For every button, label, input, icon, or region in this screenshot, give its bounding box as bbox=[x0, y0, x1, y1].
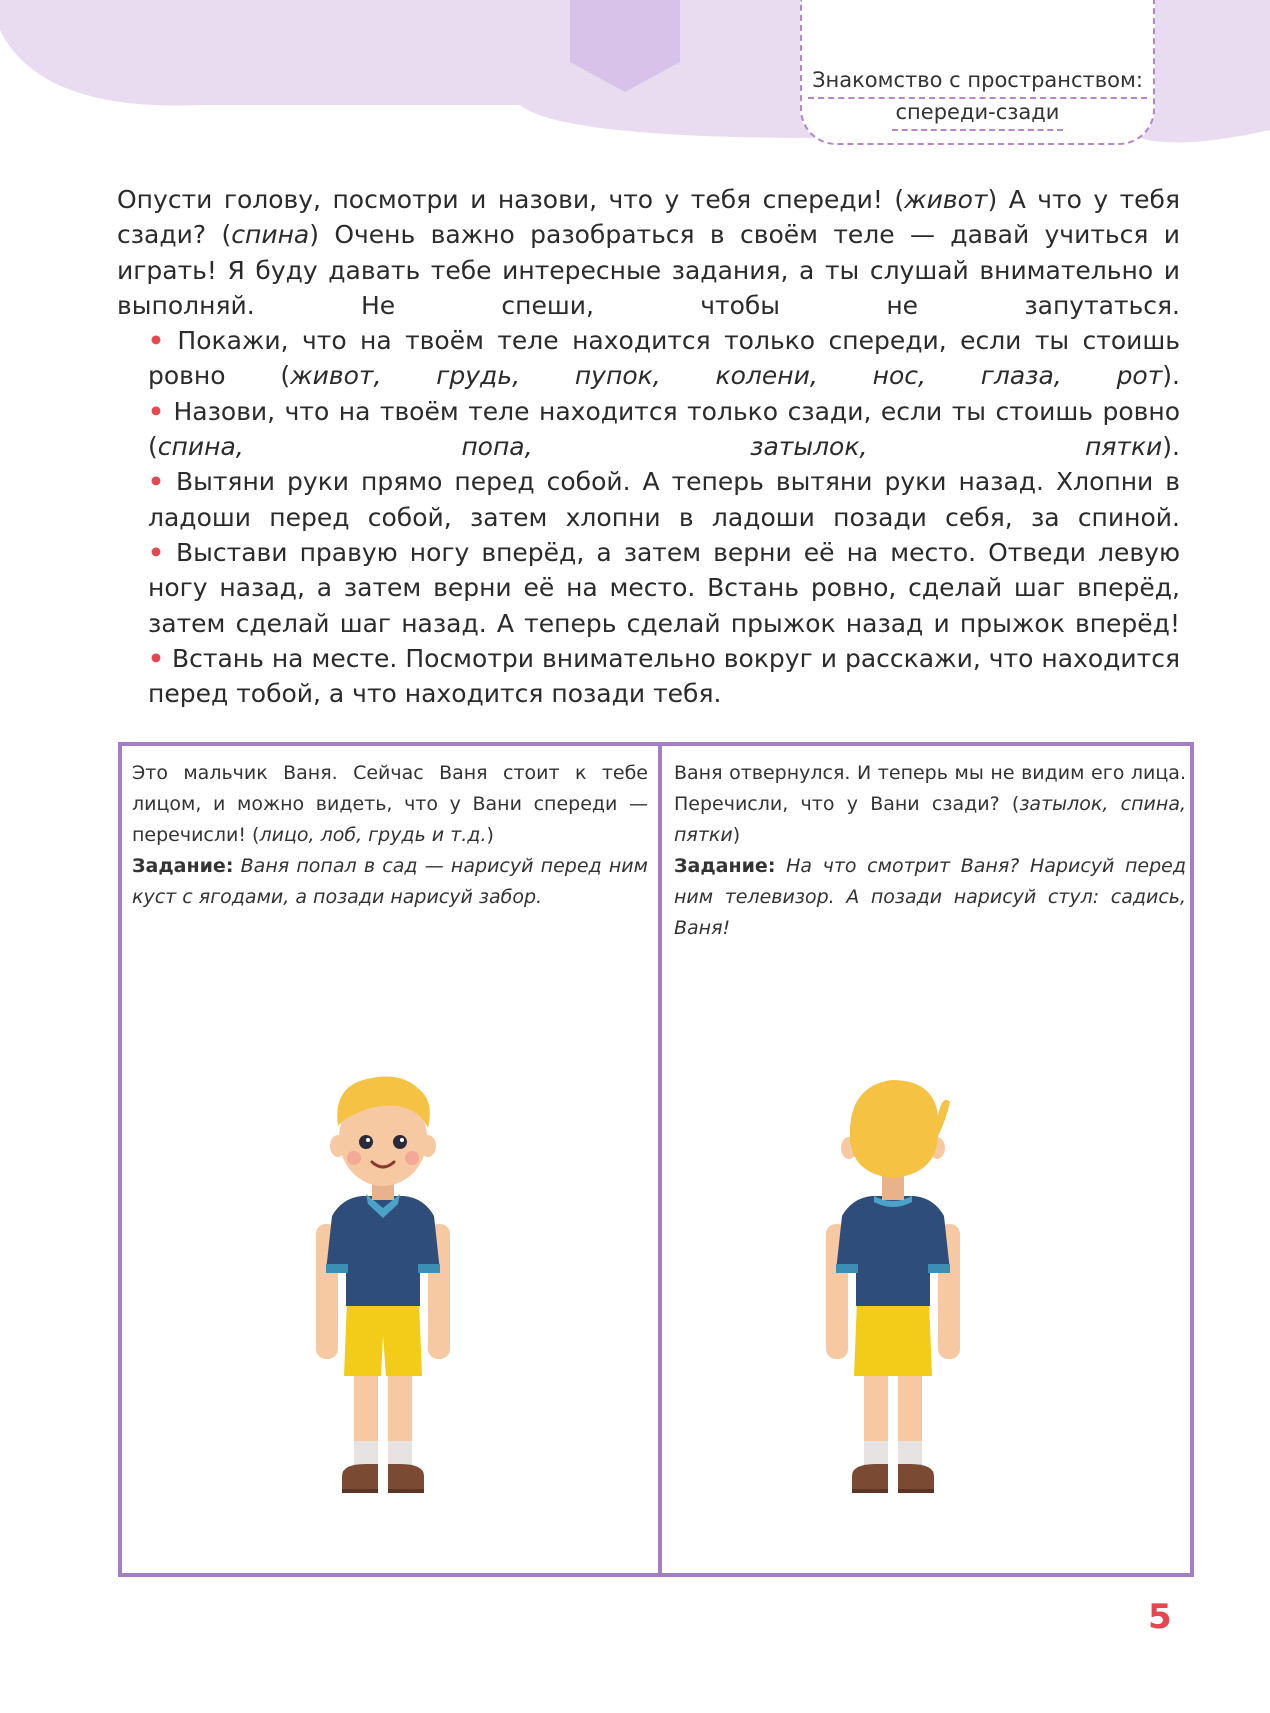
bullet-item: • Покажи, что на твоём теле находится только спереди, если ты стоишь ровно (живот, грудь, пупок, колени, нос, глаза, рот). bbox=[148, 326, 1180, 391]
bullet-dot-icon: • bbox=[148, 467, 164, 497]
section-title-line2: спереди-сзади bbox=[892, 100, 1064, 131]
task-text: Ваня попал в сад — нарисуй перед ним куст с ягодами, а позади нарисуй забор. bbox=[132, 855, 648, 908]
right-panel-text: Ваня отвернулся. И теперь мы не видим его лица. Перечисли, что у Вани сзади? (затылок, спина, пятки) Задание: На что смотрит Ваня? Нарисуй перед ним телевизор. А позади нарисуй стул: садись, Ваня! bbox=[674, 762, 1186, 939]
intro-text bbox=[117, 182, 1180, 711]
task-text: На что смотрит Ваня? Нарисуй перед ним телевизор. А позади нарисуй стул: садись, Ваня! bbox=[674, 855, 1186, 939]
frame-divider bbox=[658, 746, 662, 1573]
section-title-tab bbox=[800, 0, 1155, 145]
task-label: Задание: bbox=[132, 855, 234, 877]
exercise-frame bbox=[118, 742, 1194, 1577]
bullet-item: • Выстави правую ногу вперёд, а затем верни её на место. Отведи левую ногу назад, а затем верни её на место. Встань ровно, сделай шаг вперёд, затем сделай шаг назад. А теперь сделай прыжок назад и прыжок вперёд! bbox=[148, 537, 1180, 638]
boy-front-illustration bbox=[302, 1066, 462, 1506]
left-panel-text: Это мальчик Ваня. Сейчас Ваня стоит к тебе лицом, и можно видеть, что у Вани спереди — перечисли! (лицо, лоб, грудь и т.д.) Задание: Ваня попал в сад — нарисуй перед ним куст с ягодами, а позади нарисуй забор. bbox=[132, 762, 648, 908]
bullet-dot-icon: • bbox=[148, 326, 164, 356]
bullet-item: • Назови, что на твоём теле находится только сзади, если ты стоишь ровно (спина, попа, затылок, пятки). bbox=[148, 396, 1181, 462]
bullet-item: • Вытяни руки прямо перед собой. А теперь вытяни руки назад. Хлопни в ладоши перед собой, затем хлопни в ладоши позади себя, за спиной. bbox=[148, 467, 1181, 532]
bullet-dot-icon: • bbox=[148, 396, 164, 426]
boy-back-illustration bbox=[812, 1066, 972, 1506]
intro-paragraph: Опусти голову, посмотри и назови, что у тебя спереди! (живот) А что у тебя сзади? (спина) Очень важно разобраться в своём теле — давай учиться и играть! Я буду давать тебе интересные задания, а ты слушай внимательно и выполняй. Не спеши, чтобы не запутаться. bbox=[117, 185, 1180, 320]
task-label: Задание: bbox=[674, 855, 776, 877]
bullet-item: • Встань на месте. Посмотри внимательно вокруг и расскажи, что находится перед тобой, а что находится позади тебя. bbox=[148, 643, 1181, 709]
bullet-dot-icon: • bbox=[148, 643, 164, 673]
page-number: 5 bbox=[1148, 1597, 1172, 1637]
bullet-dot-icon: • bbox=[148, 537, 164, 567]
section-title-line1: Знакомство с пространством: bbox=[808, 68, 1147, 99]
